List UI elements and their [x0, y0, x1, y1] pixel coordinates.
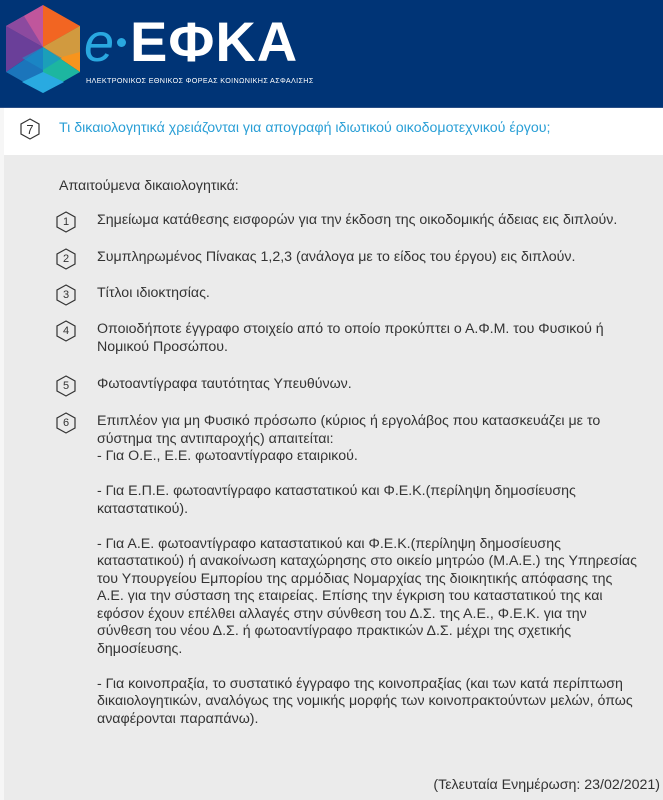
item-number: 6	[62, 417, 70, 429]
brand-name: ΕΦΚΑ	[130, 10, 299, 73]
item-text: Επιπλέον για μη Φυσικό πρόσωπο (κύριος ή εργολάβος που κατασκευάζει με το σύστημα της αντιπαροχής) απαιτείται:	[97, 413, 601, 447]
brand-tagline: ΗΛΕΚΤΡΟΝΙΚΟΣ ΕΘΝΙΚΟΣ ΦΟΡΕΑΣ ΚΟΙΝΩΝΙΚΗΣ ΑΣΦΑΛΙΣΗΣ	[86, 76, 314, 85]
question-text[interactable]: Τι δικαιολογητικά χρειάζονται για απογραφή ιδιωτικού οικοδομοτεχνικού έργου;	[59, 120, 551, 136]
item-number-badge	[56, 248, 76, 270]
item-number: 5	[62, 380, 70, 392]
site-header	[0, 0, 663, 108]
item-number-badge	[56, 211, 76, 233]
item-number: 1	[62, 216, 70, 228]
item-text: Φωτοαντίγραφα ταυτότητας Υπευθύνων.	[97, 376, 352, 392]
item-number-badge	[56, 375, 76, 397]
required-documents-label: Απαιτούμενα δικαιολογητικά:	[59, 178, 239, 194]
item-number-badge	[56, 320, 76, 342]
brand-dot-icon	[117, 38, 126, 47]
item-number: 2	[62, 253, 70, 265]
sub-item-ae: - Για Α.Ε. φωτοαντίγραφο καταστατικού και Φ.Ε.Κ.(περίληψη δημοσίευσης καταστατικού) ή ανακοίνωση καταχώρησης στο οικείο μητρώο (Μ.Α.Ε.) της Υπηρεσίας του Υπουργείου Εμπορίου της αρμόδιας Νομαρχίας της διοικητικής απόφασης της Α.Ε. για την σύσταση της εταιρείας. Επίσης την έγκριση του καταστατικού της και εφόσον έχουν επέλθει αλλαγές στην σύνθεση του Δ.Σ. της Α.Ε., Φ.Ε.Κ. για την σύνθεση του νέου Δ.Σ. ή φωτοαντίγραφο πρακτικών Δ.Σ. μέχρι της σχετικής δημοσίευσης.	[97, 535, 637, 657]
item-text: Σημείωμα κατάθεσης εισφορών για την έκδοση της οικοδομικής άδειας εις διπλούν.	[97, 212, 618, 228]
item-number-badge	[56, 284, 76, 306]
sub-item-joint-venture: - Για κοινοπραξία, το συστατικό έγγραφο της κοινοπραξίας (και των κατά περίπτωση δικαιολογητικών, αναλόγως της νομικής μορφής των κοινοπρακτούντων μελών, όπως αναφέρονται παραπάνω).	[97, 675, 633, 727]
faq-question[interactable]	[4, 108, 663, 155]
question-number-badge	[20, 118, 40, 140]
item-number: 3	[62, 289, 70, 301]
item-number: 4	[62, 325, 70, 337]
last-update-text: (Τελευταία Ενημέρωση: 23/02/2021)	[433, 777, 660, 793]
item-text-block	[97, 413, 637, 728]
sub-item-epe: - Για Ε.Π.Ε. φωτοαντίγραφο καταστατικού και Φ.Ε.Κ.(περίληψη δημοσίευσης καταστατικού).	[97, 483, 576, 517]
brand-prefix: e	[84, 13, 115, 73]
item-text: Συμπληρωμένος Πίνακας 1,2,3 (ανάλογα με το είδος του έργου) εις διπλούν.	[97, 249, 576, 265]
item-number-badge	[56, 412, 76, 434]
question-number: 7	[26, 121, 34, 137]
brand-wordmark[interactable]	[84, 10, 299, 73]
faq-answer-panel	[4, 155, 663, 800]
item-text: Τίτλοι ιδιοκτησίας.	[97, 285, 210, 301]
item-text: Οποιοδήποτε έγγραφο στοιχείο από το οποίο προκύπτει ο Α.Φ.Μ. του Φυσικού ή Νομικού Προσώπου.	[97, 321, 604, 355]
efka-logo-icon[interactable]	[2, 2, 84, 96]
sub-item-oe-ee: - Για Ο.Ε., Ε.Ε. φωτοαντίγραφο εταιρικού.	[97, 448, 358, 464]
